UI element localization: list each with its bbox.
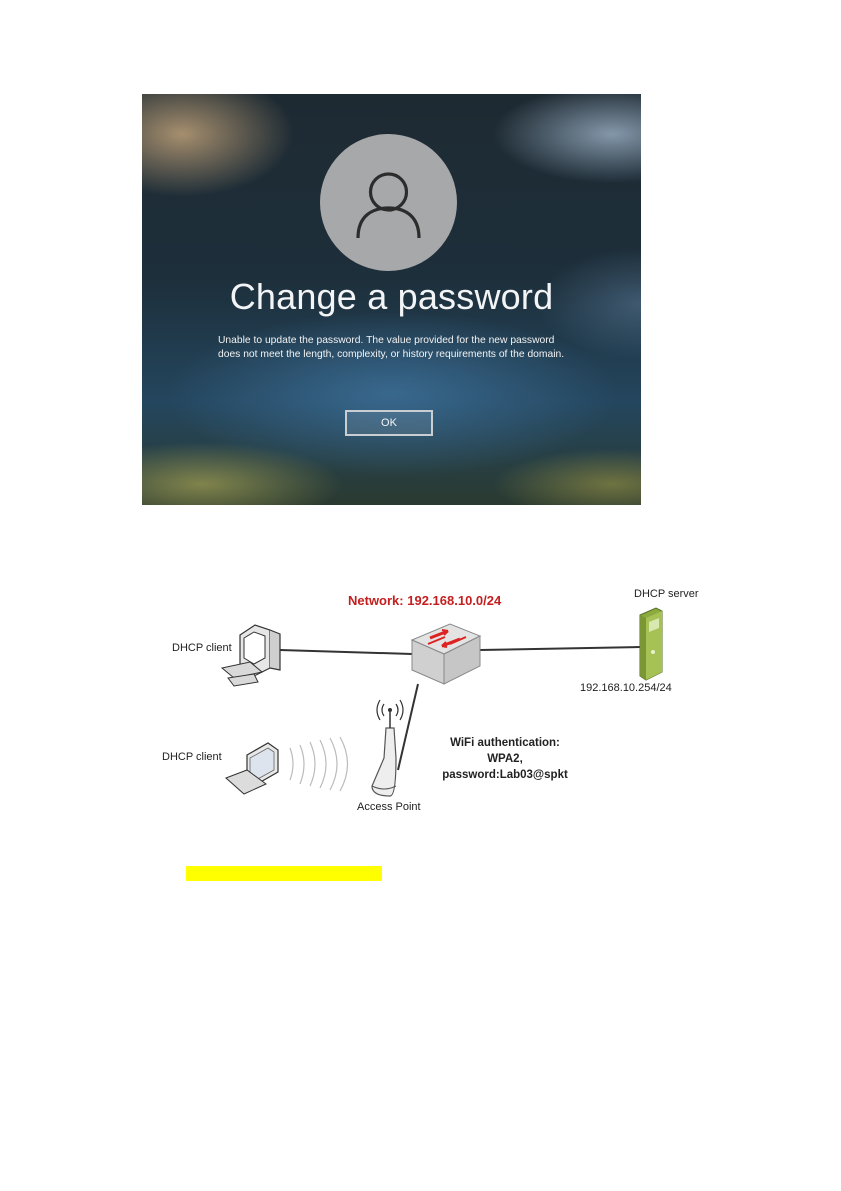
- dialog-message: Unable to update the password. The value provided for the new password does not meet the length, complexity, or history requirements of the domain.: [218, 335, 565, 360]
- desktop-computer-icon: [222, 625, 280, 686]
- access-point-icon: [372, 700, 403, 796]
- network-label: Network: 192.168.10.0/24: [348, 593, 502, 608]
- network-diagram: [150, 580, 710, 820]
- wifi-auth-line: WPA2,: [487, 753, 523, 765]
- server-icon: [640, 608, 662, 680]
- user-avatar-icon: [320, 134, 457, 271]
- ok-button[interactable]: OK: [345, 410, 433, 436]
- dialog-title: Change a password: [229, 276, 554, 317]
- wifi-auth-line: password:Lab03@spkt: [442, 769, 568, 781]
- wifi-auth-line: WiFi authentication:: [450, 737, 560, 749]
- wireless-signal-icon: [290, 737, 348, 791]
- dhcp-client-wired-label: DHCP client: [172, 642, 232, 654]
- highlight-mark: [186, 866, 382, 881]
- switch-icon: [412, 624, 480, 684]
- dhcp-server-ip: 192.168.10.254/24: [580, 682, 672, 694]
- wifi-auth-label: [430, 735, 580, 783]
- dhcp-client-wireless-label: DHCP client: [162, 751, 222, 763]
- access-point-label: Access Point: [357, 801, 421, 813]
- link-switch-ap: [398, 684, 418, 770]
- password-change-screenshot: [142, 94, 641, 505]
- link-client-switch: [280, 650, 412, 654]
- laptop-icon: [226, 743, 278, 794]
- link-switch-server: [480, 647, 640, 650]
- dhcp-server-label: DHCP server: [634, 588, 699, 600]
